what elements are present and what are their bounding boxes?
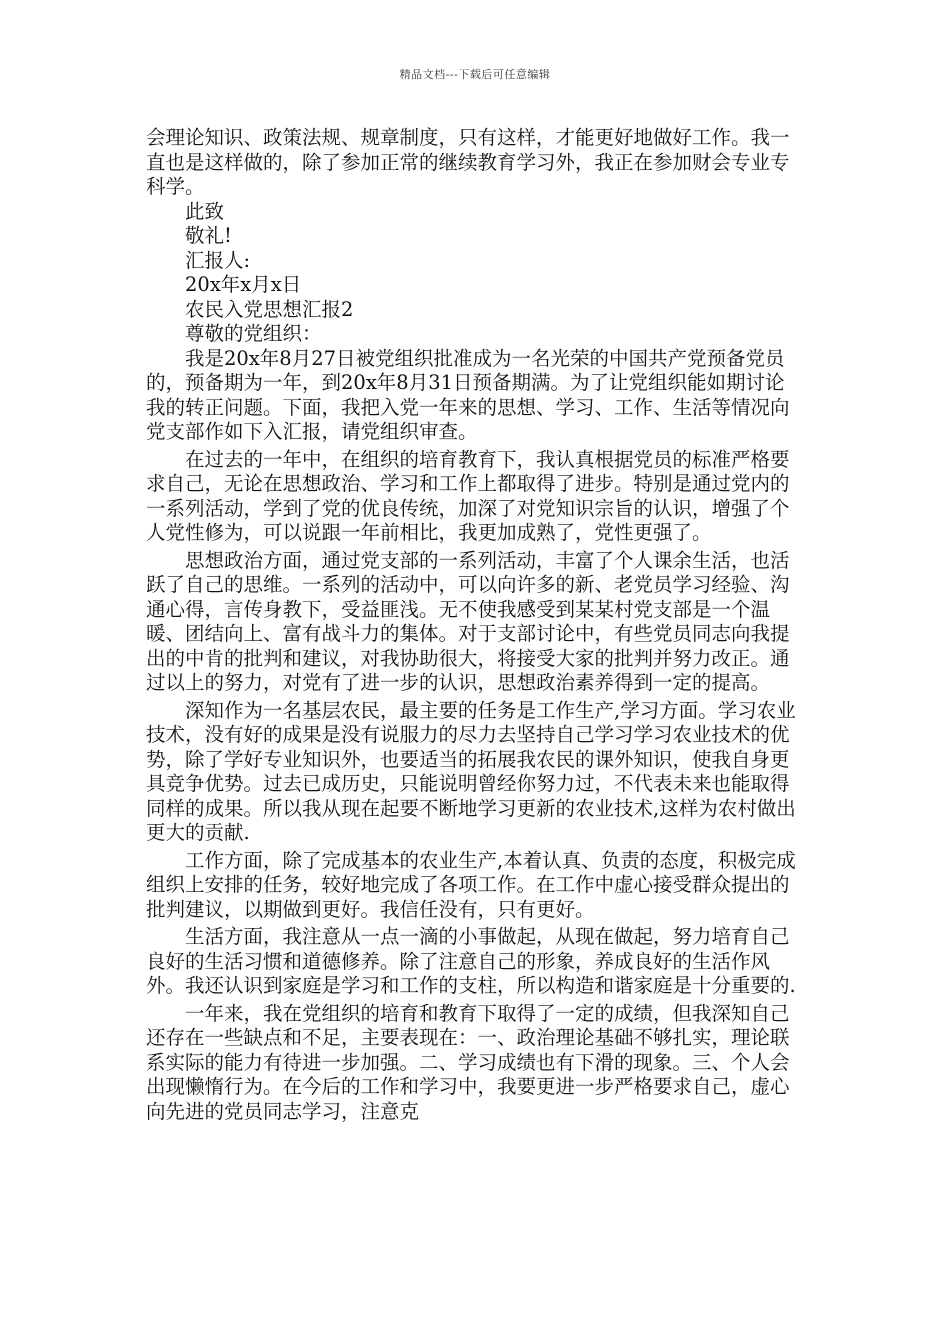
paragraph: 在过去的一年中，在组织的培育教育下，我认真根据党员的标准严格要求自己，无论在思想政治、学习和工作上都取得了进步。特别是通过党内的一系列活动，学到了党的优良传统，加深了对党知识宗旨的认识，增强了个人党性修为，可以说跟一年前相比，我更加成熟了，党性更强了。	[146, 447, 790, 544]
section-title: 农民入党思想汇报2	[185, 297, 354, 321]
paragraph: 我是20x年8月27日被党组织批准成为一名光荣的中国共产党预备党员的，预备期为一年，到20x年8月31日预备期满。为了让党组织能如期讨论我的转正问题。下面，我把入党一年来的思想、学习、工作、生活等情况向党支部作如下入汇报，请党组织审查。	[146, 346, 790, 443]
paragraph: 会理论知识、政策法规、规章制度，只有这样，才能更好地做好工作。我一直也是这样做的，除了参加正常的继续教育学习外，我正在参加财会专业专科学。	[146, 126, 790, 198]
document-body	[146, 126, 804, 1124]
salutation-regards: 敬礼!	[185, 224, 232, 247]
salutation-closing: 此致	[185, 199, 225, 223]
greeting: 尊敬的党组织：	[185, 322, 322, 345]
report-date: 20x年x月x日	[185, 273, 302, 296]
paragraph: 工作方面，除了完成基本的农业生产,本着认真、负责的态度，积极完成组织上安排的任务，较好地完成了各项工作。在工作中虚心接受群众提出的批判建议，以期做到更好。我信任没有，只有更好。	[146, 848, 796, 921]
reporter-label: 汇报人:	[185, 248, 251, 272]
paragraph: 思想政治方面，通过党支部的一系列活动，丰富了个人课余生活，也活跃了自己的思维。一系列的活动中，可以向许多的新、老党员学习经验、沟通心得，言传身教下，受益匪浅。无不使我感受到某某村党支部是一个温暖、团结向上、富有战斗力的集体。对于支部讨论中，有些党员同志向我提出的中肯的批判和建议，对我协助很大，将接受大家的批判并努力改正。通过以上的努力，对党有了进一步的认识，思想政治素养得到一定的提高。	[146, 548, 790, 694]
paragraph: 生活方面，我注意从一点一滴的小事做起，从现在做起，努力培育自己良好的生活习惯和道德修养。除了注意自己的形象，养成良好的生活作风外。我还认识到家庭是学习和工作的支柱，所以构造和谐家庭是十分重要的.	[146, 925, 796, 997]
paragraph: 深知作为一名基层农民，最主要的任务是工作生产,学习方面。学习农业技术，没有好的成果是没有说服力的尽力去坚持自己学习学习农业技术的优势，除了学好专业知识外，也要适当的拓展我农民的课外知识，使我自身更具竞争优势。过去已成历史，只能说明曾经你努力过，不代表未来也能取得同样的成果。所以我从现在起要不断地学习更新的农业技术,这样为农村做出更大的贡献.	[146, 698, 796, 844]
page-header: 精品文档---下载后可任意编辑	[399, 68, 551, 81]
paragraph: 一年来，我在党组织的培育和教育下取得了一定的成绩，但我深知自己还存在一些缺点和不足，主要表现在：一、政治理论基础不够扎实，理论联系实际的能力有待进一步加强。二、学习成绩也有下滑的现象。三、个人会出现懒惰行为。在今后的工作和学习中，我要更进一步严格要求自己，虚心向先进的党员同志学习，注意克	[146, 1001, 790, 1123]
